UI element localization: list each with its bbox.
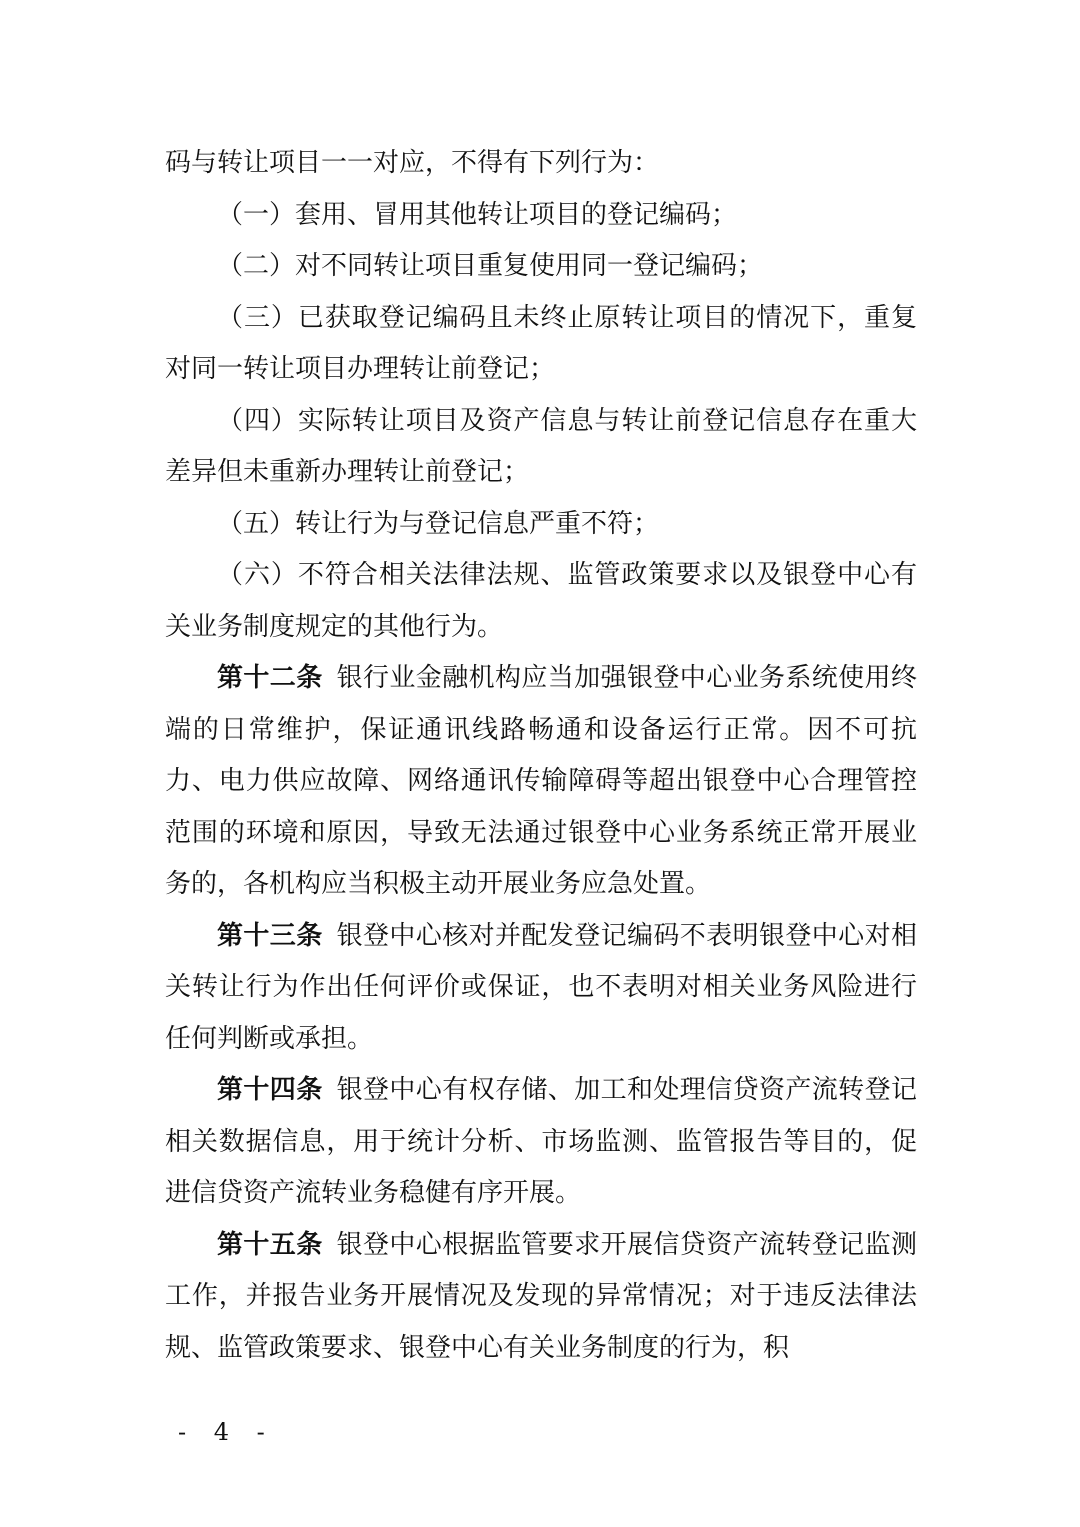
paragraph-text: 银登中心核对并配发登记编码不表明银登中心对相关转让行为作出任何评价或保证，也不表明对相关业务风险进行任何判断或承担。 [165, 920, 917, 1054]
paragraph-text: （二）对不同转让项目重复使用同一登记编码； [217, 251, 764, 281]
paragraph [165, 653, 917, 911]
paragraph-text: 码与转让项目一一对应，不得有下列行为： [165, 148, 660, 178]
paragraph-text: （五）转让行为与登记信息严重不符； [217, 508, 660, 539]
paragraph [165, 396, 917, 499]
paragraph-text: （三）已获取登记编码且未终止原转让项目的情况下，重复对同一转让项目办理转让前登记； [165, 302, 917, 384]
paragraph [165, 1220, 917, 1375]
paragraph [165, 190, 917, 242]
paragraph [165, 293, 917, 396]
paragraph-text: （一）套用、冒用其他转让项目的登记编码； [217, 199, 738, 230]
paragraph [165, 499, 917, 551]
page-number: - 4 - [178, 1418, 275, 1446]
paragraph-text: （四）实际转让项目及资产信息与转让前登记信息存在重大差异但未重新办理转让前登记； [165, 405, 917, 487]
paragraph [165, 1065, 917, 1220]
paragraph [165, 911, 917, 1066]
paragraph [165, 241, 917, 293]
document-body [165, 138, 917, 1374]
paragraph-text: 银行业金融机构应当加强银登中心业务系统使用终端的日常维护，保证通讯线路畅通和设备运行正常。因不可抗力、电力供应故障、网络通讯传输障碍等超出银登中心合理管控范围的环境和原因，导致无法通过银登中心业务系统正常开展业务的，各机构应当积极主动开展业务应急处置。 [165, 663, 917, 899]
article-number: 第十三条 [217, 920, 323, 951]
paragraph-text: 银登中心根据监管要求开展信贷资产流转登记监测工作，并报告业务开展情况及发现的异常情况；对于违反法律法规、监管政策要求、银登中心有关业务制度的行为，积 [165, 1229, 917, 1363]
article-number: 第十五条 [217, 1229, 323, 1260]
article-number: 第十二条 [217, 663, 323, 693]
paragraph-text: 银登中心有权存储、加工和处理信贷资产流转登记相关数据信息，用于统计分析、市场监测、监管报告等目的，促进信贷资产流转业务稳健有序开展。 [165, 1075, 917, 1208]
paragraph-text: （六）不符合相关法律法规、监管政策要求以及银登中心有关业务制度规定的其他行为。 [165, 560, 917, 642]
paragraph [165, 138, 917, 190]
article-number: 第十四条 [217, 1075, 323, 1105]
paragraph [165, 550, 917, 653]
